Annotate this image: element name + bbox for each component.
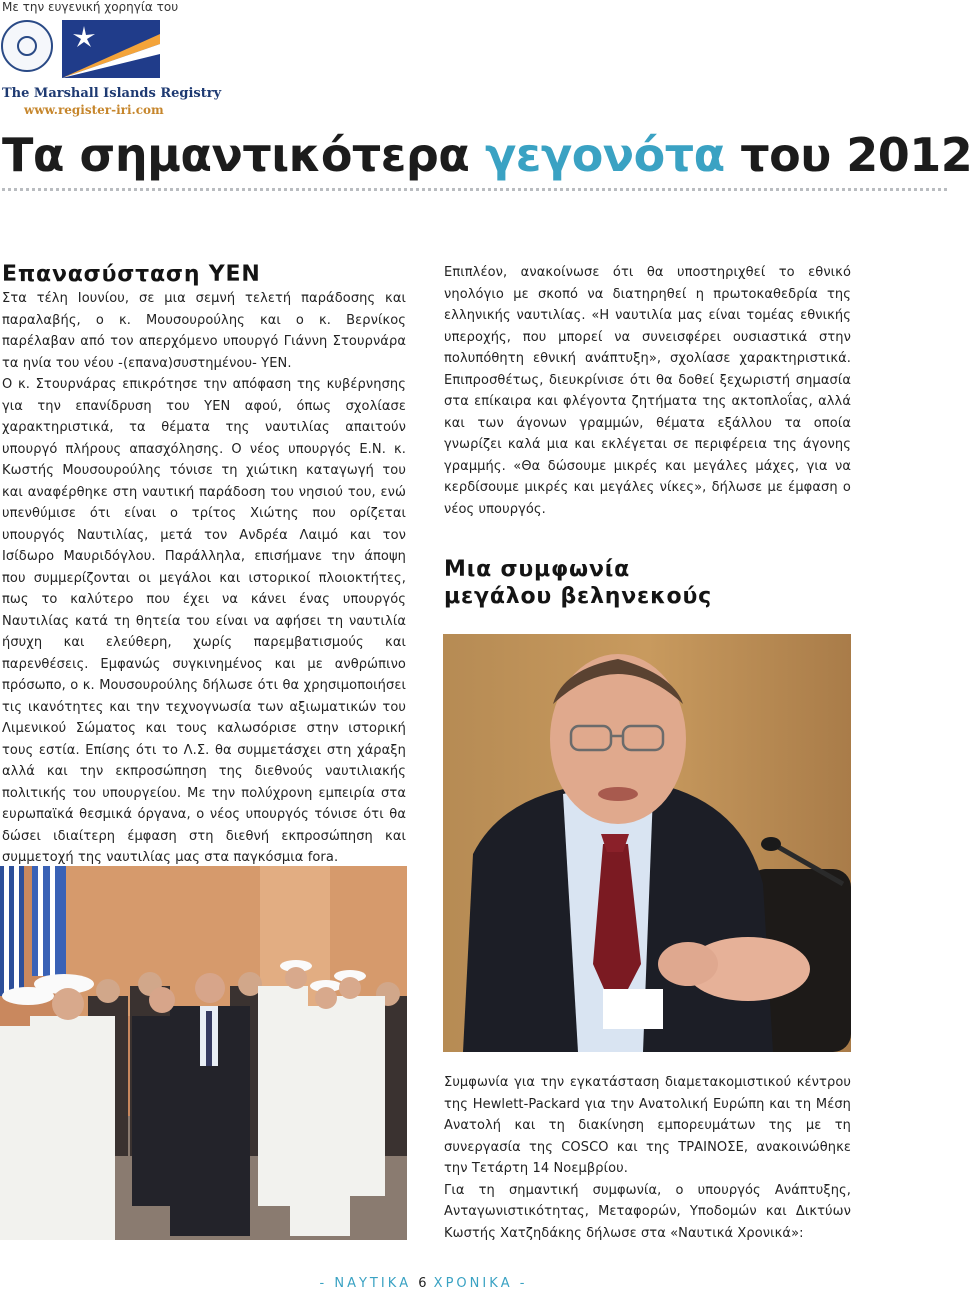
marshall-islands-flag-icon (62, 20, 160, 78)
minister-photo (443, 634, 851, 1052)
paragraph: Ο κ. Στουρνάρας επικρότησε την απόφαση της κυβέρνησης για την επανίδρυση του ΥΕΝ αφού, όπως σχολίασε χαρακτηριστικά, τα θέματα της ναυτιλίας απαιτούν υπουργό πλήρους απασχόλησης. Ο νέος υπουργός Ε.Ν. κ. Κωστής Μουσουρούλης τόνισε τη χιώτικη καταγωγή του και αναφέρθηκε στη ναυτική παράδοση του νησιού του, ενώ υπενθύμισε ότι είναι ο τρίτος Χιώτης που ορίζεται υπουργός Ναυτιλίας, μετά τον Ανδρέα Λαιμό και τον Ισίδωρο Μαυριδόγλου. Παράλληλα, επισήμανε την άποψη που συμμερίζονται οι μεγάλοι και ιστορικοί πλοιοκτήτες, πως το καλύτερο που έχει να κάνει ένας υπουργός Ναυτιλίας κατά τη θητεία του είναι να αφήσει τη ναυτιλία ήσυχη και ελεύθερη, χωρίς παρεμβατισμούς και παρενθέσεις. Εμφανώς συγκινημένος και με ανθρώπινο πρόσωπο, ο κ. Μουσουρούλης δήλωσε ότι θα χρησιμοποιήσει τις ικανότητες και την τεχνογνωσία των αξιωματικών του Λιμενικού Σώματος και τους καλωσόρισε στην ιστορική τους εστία. Επίσης ότι το Λ.Σ. θα συμμετάσχει στη χάραξη αλλά και την εκπροσώπηση της διεθνούς ναυτιλιακής πολιτικής του υπουργείου. Με την πολύχρονη εμπειρία στα ευρωπαϊκά θεσμικά όργανα, ο νέος υπουργός τόνισε ότι θα δώσει ιδιαίτερη έμφαση στη διεθνή εκπροσώπηση και συμμετοχή της ναυτιλίας μας στα παγκόσμια fora. (2, 377, 406, 865)
marshall-islands-registry-logo (0, 18, 222, 118)
page-number: 6 (418, 1276, 427, 1291)
section-agreement-body (444, 1072, 851, 1244)
sponsor-text: Με την ευγενική χορηγία του (2, 0, 179, 14)
paragraph: Στα τέλη Ιουνίου, σε μια σεμνή τελετή παράδοσης και παραλαβής, ο κ. Μουσουρούλης και ο κ. Βερνίκος παρέλαβαν από τον απερχόμενο υπουργό Γιάννη Στουρνάρα τα ηνία του νέου -(επανα)συστημένου- ΥΕΝ. (2, 291, 406, 371)
logo-name: The Marshall Islands Registry (2, 86, 222, 101)
registry-seal-icon (1, 20, 53, 72)
footer-right: ΧΡΟΝΙΚΑ - (426, 1276, 528, 1291)
section-heading-yen: Επανασύσταση ΥΕΝ (2, 262, 261, 287)
page-footer (0, 1276, 847, 1291)
section-yen-body (2, 288, 406, 869)
section-heading-agreement (444, 556, 712, 610)
page-title-start: Τα σημαντικότερα (2, 128, 485, 182)
paragraph: Για τη σημαντική συμφωνία, ο υπουργός Ανάπτυξης, Ανταγωνιστικότητας, Μεταφορών, Υποδομών και Δικτύων Κωστής Χατζηδάκης δήλωσε στα «Ναυτικά Χρονικά»: (444, 1182, 851, 1241)
title-divider (2, 188, 947, 191)
heading-line: μεγάλου βεληνεκούς (444, 584, 712, 609)
logo-url: www.register-iri.com (24, 103, 164, 117)
page-title (2, 128, 972, 182)
paragraph: Επιπλέον, ανακοίνωσε ότι θα υποστηριχθεί το εθνικό νηολόγιο με σκοπό να διατηρηθεί η πρωτοκαθεδρία της ελληνικής ναυτιλίας. «Η ναυτιλία μας είναι τομέας εθνικής υπεροχής, που μπορεί να συνεισφέρει ουσιαστικά στην πολυπόθητη εθνική ανάπτυξη», σχολίασε χαρακτηριστικά. Επιπροσθέτως, διευκρίνισε ότι θα δοθεί ξεχωριστή σημασία στα επίκαιρα και φλέγοντα ζητήματα της ακτοπλοΐας, αλλά και των άγονων γραμμών, θέματα εξάλλου τα οποία γνωρίζει καλά μια και εκλέγεται σε περιφέρεια της άγονης γραμμής. «Θα δώσουμε μικρές και μεγάλες μάχες, για να κερδίσουμε μικρές και μεγάλες νίκες», δήλωσε με έμφαση ο νέος υπουργός. (444, 265, 851, 517)
heading-line: Μια συμφωνία (444, 557, 631, 582)
paragraph: Συμφωνία για την εγκατάσταση διαμετακομιστικού κέντρου της Hewlett-Packard για την Ανατολική Ευρώπη και τη Μέση Ανατολή και τη διακίνηση εμπορευμάτων της με τη συνεργασία της COSCO και της ΤΡΑΙΝΟΣΕ, ανακοινώθηκε την Τετάρτη 14 Νοεμβρίου. (444, 1075, 851, 1176)
page-title-end: του 2012 (724, 128, 972, 182)
footer-left: - ΝΑΥΤΙΚΑ (319, 1276, 419, 1291)
ceremony-photo (0, 866, 407, 1240)
section-yen-continuation (444, 262, 851, 520)
page-title-accent: γεγονότα (484, 128, 725, 182)
